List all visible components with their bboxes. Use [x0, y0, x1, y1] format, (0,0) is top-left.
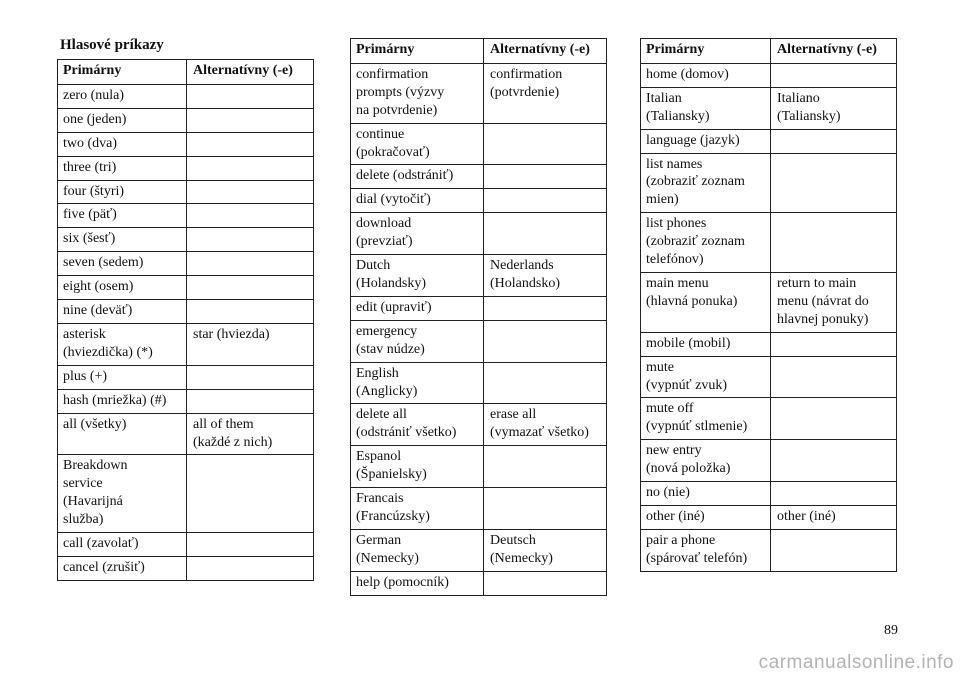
table-row: [58, 533, 314, 557]
alternative-command-cell: [187, 252, 314, 276]
voice-commands-table-2: [350, 38, 607, 596]
alternative-command-cell: [187, 389, 314, 413]
alternative-command-cell: star (hviezda): [187, 323, 314, 365]
table-header-row: [351, 39, 607, 64]
primary-command-cell: English (Anglicky): [351, 362, 484, 404]
alternative-command-cell: all of them (každé z nich): [187, 413, 314, 455]
table-row: [351, 255, 607, 297]
alternative-command-cell: [187, 180, 314, 204]
primary-command-cell: seven (sedem): [58, 252, 187, 276]
table-row: [58, 413, 314, 455]
primary-command-cell: list names (zobraziť zoznam mien): [641, 153, 771, 213]
voice-commands-table-1: [57, 59, 314, 581]
table-row: [641, 272, 897, 332]
primary-command-cell: home (domov): [641, 63, 771, 87]
primary-command-cell: download (prevziať): [351, 213, 484, 255]
primary-command-cell: language (jazyk): [641, 129, 771, 153]
alternative-command-cell: return to main menu (návrat do hlavnej ponuky): [771, 272, 897, 332]
table-row: [641, 482, 897, 506]
page-number: 89: [884, 623, 898, 638]
primary-command-cell: zero (nula): [58, 84, 187, 108]
primary-command-cell: German (Nemecky): [351, 529, 484, 571]
alternative-command-cell: [484, 123, 607, 165]
table-row: [351, 529, 607, 571]
primary-command-cell: continue (pokračovať): [351, 123, 484, 165]
alternative-command-cell: [187, 84, 314, 108]
table-row: [351, 571, 607, 595]
alternative-command-cell: [187, 365, 314, 389]
primary-command-cell: no (nie): [641, 482, 771, 506]
table-row: [58, 389, 314, 413]
table-row: [351, 63, 607, 123]
table-row: [641, 440, 897, 482]
table-row: [351, 362, 607, 404]
alternative-command-cell: [187, 556, 314, 580]
table-row: [641, 129, 897, 153]
primary-command-cell: eight (osem): [58, 276, 187, 300]
column-header-alternative: Alternatívny (-e): [771, 39, 897, 64]
primary-command-cell: emergency (stav núdze): [351, 320, 484, 362]
alternative-command-cell: [484, 320, 607, 362]
alternative-command-cell: [484, 571, 607, 595]
primary-command-cell: pair a phone (spárovať telefón): [641, 529, 771, 571]
alternative-command-cell: [771, 440, 897, 482]
primary-command-cell: one (jeden): [58, 108, 187, 132]
column-header-alternative: Alternatívny (-e): [484, 39, 607, 64]
primary-command-cell: help (pomocník): [351, 571, 484, 595]
column-header-primary: Primárny: [641, 39, 771, 64]
column-header-alternative: Alternatívny (-e): [187, 60, 314, 85]
alternative-command-cell: Italiano (Taliansky): [771, 87, 897, 129]
alternative-command-cell: [484, 296, 607, 320]
alternative-command-cell: [187, 204, 314, 228]
primary-command-cell: list phones (zobraziť zoznam telefónov): [641, 213, 771, 273]
primary-command-cell: mute off (vypnúť stlmenie): [641, 398, 771, 440]
primary-command-cell: nine (deväť): [58, 300, 187, 324]
alternative-command-cell: [771, 482, 897, 506]
alternative-command-cell: [187, 276, 314, 300]
table-row: [58, 323, 314, 365]
primary-command-cell: mobile (mobil): [641, 332, 771, 356]
table-row: [641, 213, 897, 273]
table-row: [58, 156, 314, 180]
alternative-command-cell: [771, 356, 897, 398]
column-header-primary: Primárny: [58, 60, 187, 85]
primary-command-cell: Francais (Francúzsky): [351, 488, 484, 530]
table-row: [351, 213, 607, 255]
alternative-command-cell: [771, 63, 897, 87]
table-row: [58, 204, 314, 228]
table-row: [351, 446, 607, 488]
table-header-row: [58, 60, 314, 85]
alternative-command-cell: [771, 153, 897, 213]
alternative-command-cell: other (iné): [771, 505, 897, 529]
alternative-command-cell: [484, 488, 607, 530]
alternative-command-cell: [484, 165, 607, 189]
column-header-primary: Primárny: [351, 39, 484, 64]
alternative-command-cell: [771, 332, 897, 356]
table-row: [58, 132, 314, 156]
table-row: [641, 529, 897, 571]
alternative-command-cell: [187, 300, 314, 324]
primary-command-cell: Dutch (Holandsky): [351, 255, 484, 297]
primary-command-cell: two (dva): [58, 132, 187, 156]
table-row: [641, 505, 897, 529]
primary-command-cell: delete all (odstrániť všetko): [351, 404, 484, 446]
table-row: [58, 228, 314, 252]
primary-command-cell: three (tri): [58, 156, 187, 180]
alternative-command-cell: [484, 189, 607, 213]
primary-command-cell: all (všetky): [58, 413, 187, 455]
table-row: [641, 356, 897, 398]
table-row: [58, 365, 314, 389]
table-row: [641, 332, 897, 356]
primary-command-cell: dial (vytočiť): [351, 189, 484, 213]
alternative-command-cell: [771, 213, 897, 273]
alternative-command-cell: [484, 446, 607, 488]
table-row: [641, 153, 897, 213]
table-row: [58, 556, 314, 580]
table-row: [58, 300, 314, 324]
table-row: [58, 180, 314, 204]
primary-command-cell: hash (mriežka) (#): [58, 389, 187, 413]
alternative-command-cell: [484, 213, 607, 255]
table-row: [58, 276, 314, 300]
primary-command-cell: Breakdown service (Havarijná služba): [58, 455, 187, 533]
table-row: [641, 63, 897, 87]
primary-command-cell: edit (upraviť): [351, 296, 484, 320]
primary-command-cell: asterisk (hviezdička) (*): [58, 323, 187, 365]
table-row: [351, 404, 607, 446]
primary-command-cell: mute (vypnúť zvuk): [641, 356, 771, 398]
primary-command-cell: confirmation prompts (výzvy na potvrdenie): [351, 63, 484, 123]
alternative-command-cell: [187, 533, 314, 557]
alternative-command-cell: [771, 398, 897, 440]
alternative-command-cell: Deutsch (Nemecky): [484, 529, 607, 571]
table-row: [58, 84, 314, 108]
primary-command-cell: six (šesť): [58, 228, 187, 252]
primary-command-cell: main menu (hlavná ponuka): [641, 272, 771, 332]
alternative-command-cell: [771, 529, 897, 571]
primary-command-cell: other (iné): [641, 505, 771, 529]
alternative-command-cell: [187, 108, 314, 132]
alternative-command-cell: [187, 455, 314, 533]
table-row: [351, 296, 607, 320]
alternative-command-cell: [771, 129, 897, 153]
primary-command-cell: new entry (nová položka): [641, 440, 771, 482]
primary-command-cell: call (zavolať): [58, 533, 187, 557]
alternative-command-cell: [187, 228, 314, 252]
primary-command-cell: Espanol (Španielsky): [351, 446, 484, 488]
watermark: carmanualsonline.info: [758, 652, 954, 673]
alternative-command-cell: [187, 156, 314, 180]
primary-command-cell: cancel (zrušiť): [58, 556, 187, 580]
primary-command-cell: four (štyri): [58, 180, 187, 204]
primary-command-cell: Italian (Taliansky): [641, 87, 771, 129]
table-row: [641, 87, 897, 129]
table-row: [351, 189, 607, 213]
alternative-command-cell: erase all (vymazať všetko): [484, 404, 607, 446]
table-row: [351, 165, 607, 189]
primary-command-cell: five (päť): [58, 204, 187, 228]
table-row: [641, 398, 897, 440]
alternative-command-cell: Nederlands (Holandsko): [484, 255, 607, 297]
table-row: [58, 108, 314, 132]
alternative-command-cell: [484, 362, 607, 404]
table-row: [351, 320, 607, 362]
section-title: Hlasové príkazy: [60, 37, 164, 53]
table-header-row: [641, 39, 897, 64]
alternative-command-cell: confirmation (potvrdenie): [484, 63, 607, 123]
table-row: [58, 455, 314, 533]
voice-commands-table-3: [640, 38, 897, 572]
primary-command-cell: delete (odstrániť): [351, 165, 484, 189]
alternative-command-cell: [187, 132, 314, 156]
table-row: [351, 488, 607, 530]
table-row: [58, 252, 314, 276]
table-row: [351, 123, 607, 165]
primary-command-cell: plus (+): [58, 365, 187, 389]
